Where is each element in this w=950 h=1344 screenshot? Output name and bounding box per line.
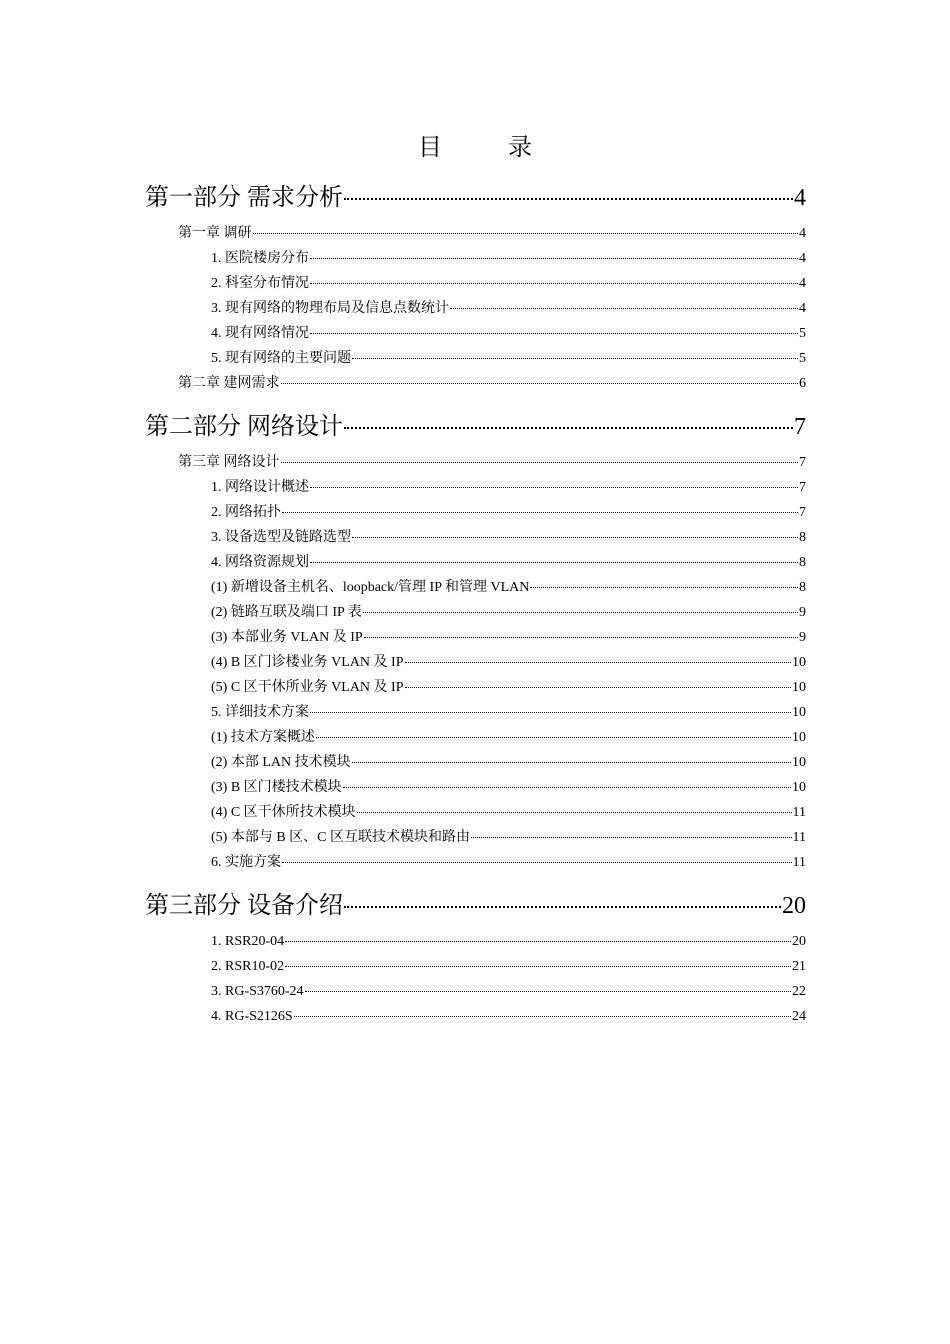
toc-entry-item[interactable] — [211, 478, 806, 498]
toc-entry-page-number: 9 — [799, 630, 806, 645]
toc-entry-page-number: 8 — [799, 555, 806, 570]
toc-entry-page-number: 7 — [799, 505, 806, 520]
toc-entry-page-number: 5 — [799, 326, 806, 341]
toc-entry-item[interactable] — [211, 778, 806, 798]
dot-leader — [310, 487, 798, 488]
dot-leader — [344, 906, 781, 908]
toc-entry-item[interactable] — [211, 553, 806, 573]
dot-leader — [344, 427, 793, 429]
toc-entry-page-number: 10 — [792, 705, 806, 720]
toc-entry-chapter[interactable] — [178, 453, 806, 473]
dot-leader — [343, 787, 791, 788]
toc-entry-item[interactable] — [211, 324, 806, 344]
toc-entry-label: (1) 新增设备主机名、loopback/管理 IP 和管理 VLAN — [211, 580, 530, 595]
toc-entry-item[interactable] — [211, 349, 806, 369]
toc-title: 目 录 — [418, 135, 562, 161]
toc-entry-label: 第三章 网络设计 — [178, 455, 280, 470]
dot-leader — [344, 198, 793, 200]
toc-entry-page-number: 4 — [799, 301, 806, 316]
toc-entry-label: (3) 本部业务 VLAN 及 IP — [211, 630, 363, 645]
toc-entry-page-number: 10 — [792, 730, 806, 745]
toc-entry-label: (1) 技术方案概述 — [211, 730, 315, 745]
toc-entry-page-number: 11 — [792, 830, 806, 845]
toc-entry-page-number: 6 — [799, 376, 806, 391]
toc-entry-label: 第三部分 设备介绍 — [145, 893, 343, 919]
toc-entry-page-number: 4 — [799, 276, 806, 291]
toc-entry-label: 3. 现有网络的物理布局及信息点数统计 — [211, 301, 449, 316]
toc-entry-item[interactable] — [211, 274, 806, 294]
toc-entry-page-number: 7 — [799, 480, 806, 495]
toc-entry-label: 4. 网络资源规划 — [211, 555, 309, 570]
toc-entry-label: 2. RSR10-02 — [211, 959, 285, 974]
toc-entry-page-number: 22 — [792, 984, 806, 999]
dot-leader — [363, 612, 798, 613]
toc-entry-item[interactable] — [211, 678, 806, 698]
dot-leader — [282, 512, 798, 513]
dot-leader — [364, 637, 798, 638]
toc-entry-item[interactable] — [211, 603, 806, 623]
toc-entry-item[interactable] — [211, 982, 806, 1002]
toc-entry-page-number: 21 — [792, 959, 806, 974]
toc-entry-page-number: 4 — [799, 251, 806, 266]
toc-entry-label: 4. 现有网络情况 — [211, 326, 309, 341]
toc-entry-label: 2. 网络拓扑 — [211, 505, 281, 520]
toc-entry-chapter[interactable] — [178, 374, 806, 394]
toc-entry-label: 1. 网络设计概述 — [211, 480, 309, 495]
toc-entry-label: 第一部分 需求分析 — [145, 185, 343, 211]
toc-entry-item[interactable] — [211, 728, 806, 748]
dot-leader — [305, 991, 791, 992]
toc-entry-page-number: 24 — [792, 1009, 806, 1024]
toc-entry-page-number: 4 — [799, 226, 806, 241]
dot-leader — [471, 837, 792, 838]
toc-entry-item[interactable] — [211, 503, 806, 523]
dot-leader — [405, 687, 792, 688]
dot-leader — [310, 712, 791, 713]
dot-leader — [294, 1016, 791, 1017]
toc-entry-label: (3) B 区门楼技术模块 — [211, 780, 342, 795]
toc-entry-label: 3. 设备选型及链路选型 — [211, 530, 351, 545]
toc-entry-page-number: 20 — [792, 934, 806, 949]
dot-leader — [310, 283, 798, 284]
toc-entry-label: (4) B 区门诊楼业务 VLAN 及 IP — [211, 655, 404, 670]
dot-leader — [285, 966, 791, 967]
toc-entry-page-number: 11 — [792, 805, 806, 820]
toc-entry-item[interactable] — [211, 703, 806, 723]
toc-entry-page-number: 10 — [792, 680, 806, 695]
toc-entry-label: (5) C 区干休所业务 VLAN 及 IP — [211, 680, 404, 695]
toc-entry-label: 第二章 建网需求 — [178, 376, 280, 391]
toc-entry-page-number: 11 — [792, 855, 806, 870]
toc-entry-item[interactable] — [211, 653, 806, 673]
toc-entry-part[interactable] — [145, 888, 806, 924]
toc-entry-label: 5. 现有网络的主要问题 — [211, 351, 351, 366]
dot-leader — [310, 258, 798, 259]
toc-entry-page-number: 8 — [799, 530, 806, 545]
toc-entry-label: 第二部分 网络设计 — [145, 414, 343, 440]
dot-leader — [281, 383, 799, 384]
dot-leader — [352, 537, 798, 538]
toc-entry-item[interactable] — [211, 932, 806, 952]
toc-entry-item[interactable] — [211, 853, 806, 873]
toc-entry-page-number: 20 — [782, 893, 806, 919]
dot-leader — [530, 587, 798, 588]
toc-entry-label: (2) 本部 LAN 技术模块 — [211, 755, 351, 770]
toc-entry-label: 1. RSR20-04 — [211, 934, 285, 949]
toc-entry-page-number: 9 — [799, 605, 806, 620]
toc-entry-chapter[interactable] — [178, 224, 806, 244]
toc-entry-label: (2) 链路互联及端口 IP 表 — [211, 605, 362, 620]
toc-entry-item[interactable] — [211, 957, 806, 977]
toc-entry-item[interactable] — [211, 753, 806, 773]
dot-leader — [405, 662, 792, 663]
toc-entry-label: 6. 实施方案 — [211, 855, 281, 870]
dot-leader — [253, 233, 799, 234]
toc-entry-page-number: 10 — [792, 755, 806, 770]
toc-entry-label: 1. 医院楼房分布 — [211, 251, 309, 266]
toc-entry-page-number: 8 — [799, 580, 806, 595]
toc-entry-page-number: 10 — [792, 655, 806, 670]
toc-entry-part[interactable] — [145, 409, 806, 445]
dot-leader — [352, 762, 791, 763]
toc-entry-label: 4. RG-S2126S — [211, 1009, 293, 1024]
dot-leader — [285, 941, 791, 942]
dot-leader — [282, 862, 792, 863]
dot-leader — [357, 812, 792, 813]
dot-leader — [310, 333, 798, 334]
dot-leader — [310, 562, 798, 563]
toc-entry-label: 3. RG-S3760-24 — [211, 984, 304, 999]
toc-entry-label: 5. 详细技术方案 — [211, 705, 309, 720]
toc-entry-item[interactable] — [211, 249, 806, 269]
dot-leader — [316, 737, 791, 738]
toc-entry-item[interactable] — [211, 528, 806, 548]
toc-entry-item[interactable] — [211, 299, 806, 319]
toc-entry-item[interactable] — [211, 628, 806, 648]
toc-entry-page-number: 4 — [794, 185, 806, 211]
toc-entry-page-number: 7 — [794, 414, 806, 440]
dot-leader — [450, 308, 798, 309]
toc-entry-label: (4) C 区干休所技术模块 — [211, 805, 356, 820]
dot-leader — [281, 462, 799, 463]
toc-entry-item[interactable] — [211, 828, 806, 848]
dot-leader — [352, 358, 798, 359]
toc-entry-label: (5) 本部与 B 区、C 区互联技术模块和路由 — [211, 830, 470, 845]
toc-entry-page-number: 5 — [799, 351, 806, 366]
toc-entry-item[interactable] — [211, 1007, 806, 1027]
toc-entry-page-number: 10 — [792, 780, 806, 795]
toc-entry-label: 2. 科室分布情况 — [211, 276, 309, 291]
toc-entry-part[interactable] — [145, 180, 806, 216]
toc-entry-label: 第一章 调研 — [178, 226, 252, 241]
toc-entry-page-number: 7 — [799, 455, 806, 470]
toc-entry-item[interactable] — [211, 578, 806, 598]
toc-entry-item[interactable] — [211, 803, 806, 823]
